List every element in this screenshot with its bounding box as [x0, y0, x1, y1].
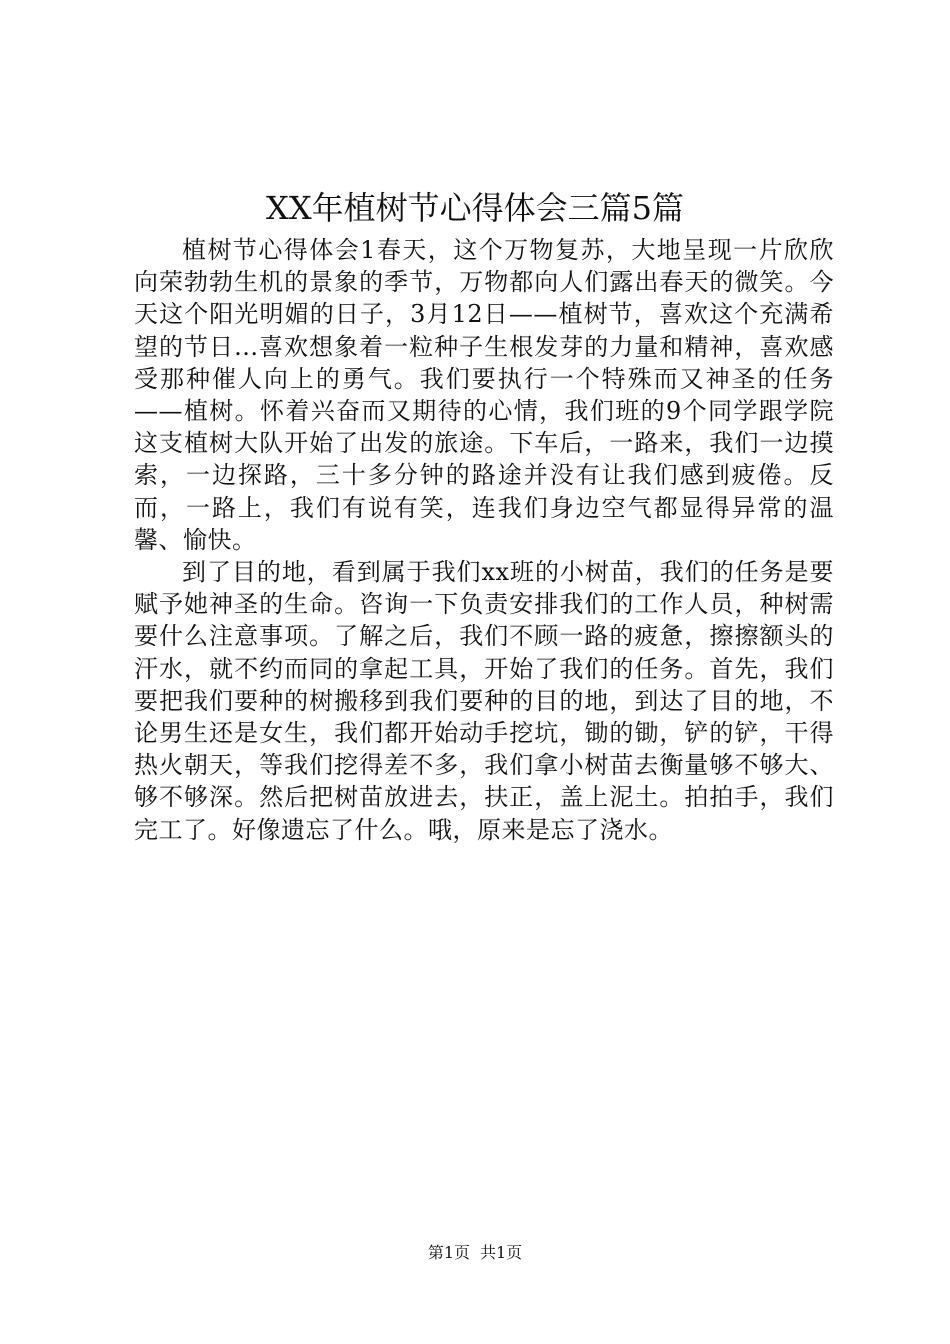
page-number-current: 第1页 — [427, 1243, 470, 1262]
page-number-total: 共1页 — [480, 1243, 523, 1262]
paragraph-1: 植树节心得体会1春天，这个万物复苏，大地呈现一片欣欣向荣勃勃生机的景象的季节，万物都向人们露出春天的微笑。今天这个阳光明媚的日子，3月12日——植树节，喜欢这个充满希望的节日...喜欢想象着一粒种子生根发芽的力量和精神，喜欢感受那种催人向上的勇气。我们要执行一个特殊而又神圣的任务——植树。怀着兴奋而又期待的心情，我们班的9个同学跟学院这支植树大队开始了出发的旅途。下车后，一路来，我们一边摸索，一边探路，三十多分钟的路途并没有让我们感到疲倦。反而，一路上，我们有说有笑，连我们身边空气都显得异常的温馨、愉快。 — [134, 236, 834, 554]
document-title: XX年植树节心得体会三篇5篇 — [266, 189, 684, 227]
document-body — [134, 234, 834, 846]
paragraph-2: 到了目的地，看到属于我们xx班的小树苗，我们的任务是要赋予她神圣的生命。咨询一下负责安排我们的工作人员，种树需要什么注意事项。了解之后，我们不顾一路的疲惫，擦擦额头的汗水，就不约而同的拿起工具，开始了我们的任务。首先，我们要把我们要种的树搬移到我们要种的目的地，到达了目的地，不论男生还是女生，我们都开始动手挖坑，锄的锄，铲的铲，干得热火朝天，等我们挖得差不多，我们拿小树苗去衡量够不够大、够不够深。然后把树苗放进去，扶正，盖上泥土。拍拍手，我们完工了。好像遗忘了什么。哦，原来是忘了浇水。 — [134, 558, 834, 844]
page-footer — [0, 1242, 950, 1264]
